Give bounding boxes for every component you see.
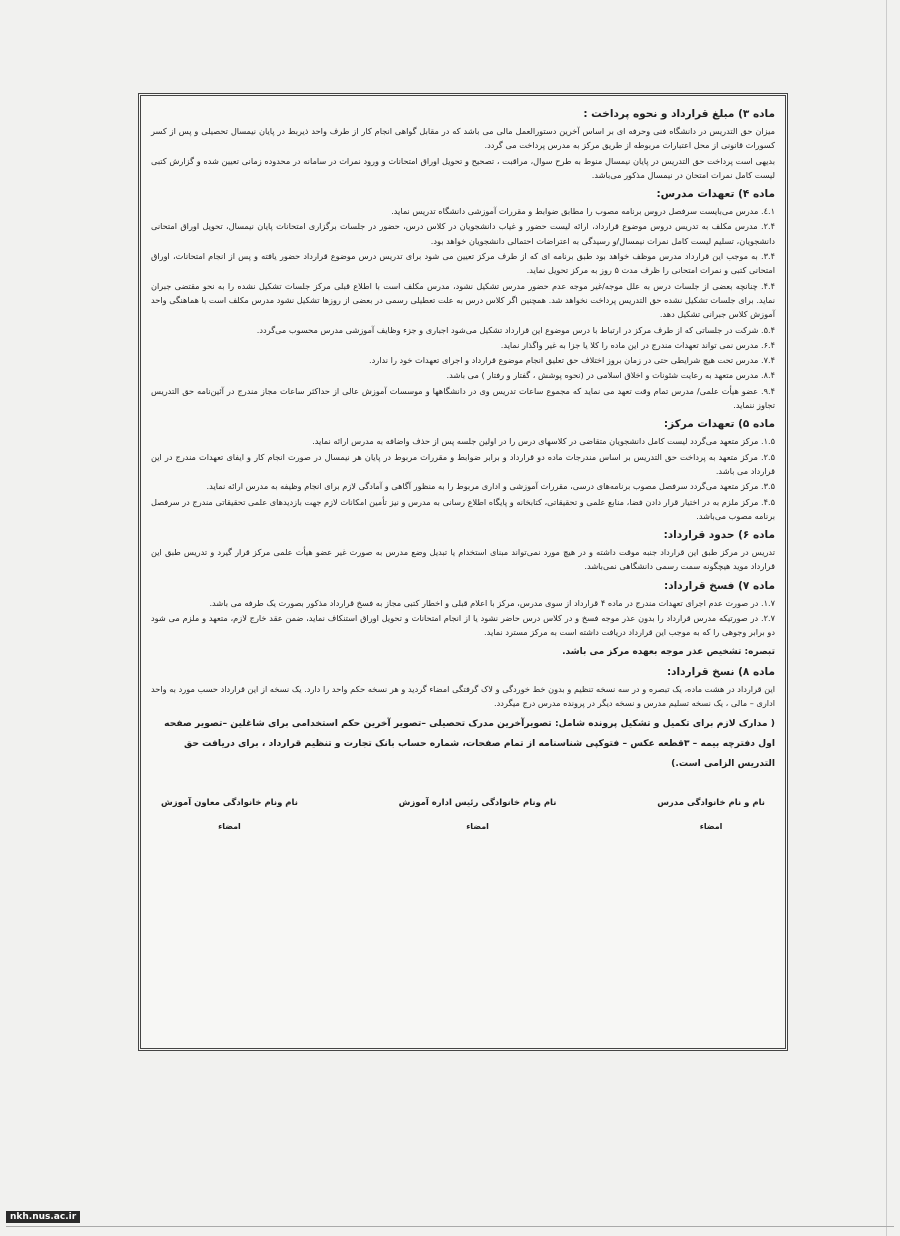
article8-paragraph: این قرارداد در هشت ماده، یک تبصره و در سه نسخه تنظیم و بدون خط خوردگی و لاک گرفتگی امضاء گردید و هر نسخه حکم واحد را دارد. یک نسخه از این قرارداد حسب مورد به واحد اداری – مالی ، یک نسخه تسلیم مدرس و نسخه دیگر در پرونده مدرس درج میگردد. bbox=[151, 683, 775, 708]
article4-item: ۴.۴. چنانچه بعضی از جلسات درس به علل موجه/غیر موجه عدم حضور مدرس تشکیل نشود، مدرس مکلف است با اطلاع قبلی مرکز جلسات تشکیل نشده را به نحو مقتضی جبران نماید. برای جلسات تشکیل نشده حق التدریس پرداخت نخواهد شد. همچنین اگر کلاس درس به علت تعطیلی رسمی در بعضی از روزها تشکیل نشود مدرس مکلف است با هماهنگی واحد آموزش کلاس جبرانی تشکیل دهد. bbox=[151, 280, 775, 320]
article6-heading: ماده ۶) حدود قرارداد: bbox=[663, 529, 775, 542]
signature-teacher bbox=[657, 798, 765, 831]
article4-item: ۲.۴. مدرس مکلف به تدریس دروس موضوع قرارداد، ارائه لیست حضور و غیاب دانشجویان در کلاس درس، حضور در جلسات برگزاری امتحانات پایان نیمسال، تحویل اوراق امتحانی دانشجویان، تسلیم لیست کامل نمرات نیمسال/و رسیدگی به اعتراضات احتمالی دانشجویان خواهد بود. bbox=[151, 221, 775, 246]
article4-heading: ماده ۴) تعهدات مدرس: bbox=[656, 188, 775, 201]
article3-paragraph-2: بدیهی است پرداخت حق التدریس در پایان نیمسال منوط به طرح سوال، مراقبت ، تصحیح و تحویل اوراق امتحانات و ورود نمرات در سامانه در محدوده زمانی تعیین شده و گزارش کتبی لیست کامل نمرات امتحان در نیمسال مذکور می‌باشد. bbox=[151, 155, 775, 180]
scan-edge-line bbox=[886, 0, 887, 1236]
article7-item: ۱.۷. در صورت عدم اجرای تعهدات مندرج در ماده ۴ قرارداد از سوی مدرس، مرکز با اعلام قبلی و اخطار کتبی مجاز به فسخ قرارداد مذکور بصورت یک طرفه می باشد. bbox=[209, 597, 775, 608]
article4-item: ۹.۴. عضو هیأت علمی/ مدرس تمام وقت تعهد می نماید که مجموع ساعات تدریس وی در دانشگاهها و موسسات آموزش عالی از حداکثر ساعات مجاز مندرج در آئین‌نامه حق التدریس تجاوز ننماید. bbox=[151, 385, 775, 411]
article5-item: ۳.۵. مرکز متعهد می‌گردد سرفصل مصوب برنامه‌های درسی، مقررات آموزشی و اداری مربوط را به منظور آگاهی و آمادگی لازم برای انجام وظیفه به مدرس ارائه نماید. bbox=[206, 481, 775, 492]
signature-name: نام و نام خانوادگی مدرس bbox=[657, 798, 765, 809]
signature-label: امضاء bbox=[218, 822, 241, 832]
article7-heading: ماده ۷) فسخ قرارداد: bbox=[664, 579, 775, 592]
signature-name: نام ونام خانوادگی رئیس اداره آموزش bbox=[398, 798, 557, 809]
signature-label: امضاء bbox=[466, 822, 489, 832]
article5-item: ۴.۵. مرکز ملزم به در اختیار قرار دادن فضا، منابع علمی و تحقیقاتی، کتابخانه و پایگاه اطلاع رسانی به مدرس و نیز تأمین امکانات لازم جهت بازدیدهای علمی تحقیقاتی مندرج در سرفصل برنامه مصوب می‌باشد. bbox=[151, 496, 775, 521]
article5-heading: ماده ۵) تعهدات مرکز: bbox=[663, 418, 775, 431]
required-documents: ( مدارک لازم برای تکمیل و تشکیل پرونده شامل: تصویرآخرین مدرک تحصیلی –تصویر آخرین حکم استخدامی برای شاغلین –تصویر صفحه اول دفترچه بیمه – ۳قطعه عکس – فتوکپی شناسنامه از تمام صفحات، شماره حساب بانک تجارت و تنظیم قرارداد ، برای دریافت حق التدریس الزامی است.) bbox=[164, 718, 775, 770]
article8-heading: ماده ۸) نسخ قرارداد: bbox=[666, 665, 775, 678]
article5-item: ۲.۵. مرکز متعهد به پرداخت حق التدریس بر اساس مندرجات ماده دو قرارداد و برابر ضوابط و مقررات مربوط در پایان هر نیمسال در صورت انجام کار و ایفای تعهدات مندرج در این قرارداد می باشد. bbox=[151, 451, 775, 476]
article6-paragraph: تدریس در مرکز طبق این قرارداد جنبه موقت داشته و در هیچ مورد نمی‌تواند مبنای استخدام یا تبدیل وضع مدرس به صورت غیر عضو هیأت علمی مرکز قرار گیرد و تدریس طبق این قرارداد موید هیچگونه سمت رسمی دانشگاهی نمی‌باشد. bbox=[151, 547, 775, 572]
signature-label: امضاء bbox=[699, 822, 723, 832]
contract-page bbox=[138, 93, 788, 1051]
article4-item: ۳.۴. به موجب این قرارداد مدرس موظف خواهد بود طبق برنامه ای که از طرف مرکز تعیین می شود برای تدریس درس موضوع قرارداد حضور یافته و پس از انجام امتحانات، اوراق امتحانی کتبی و نمرات امتحانی را ظرف مدت ۵ روز به مرکز تحویل نماید. bbox=[151, 251, 775, 276]
footer-url: nkh.nus.ac.ir bbox=[6, 1211, 80, 1223]
article3-heading: ماده ۳) مبلغ قرارداد و نحوه پرداخت : bbox=[583, 108, 775, 120]
signature-name: نام ونام خانوادگی معاون آموزش bbox=[161, 798, 298, 809]
scan-bottom-line bbox=[6, 1226, 894, 1227]
article4-item: ۶.۴. مدرس نمی تواند تعهدات مندرج در این ماده را کلا یا جزا به غیر واگذار نماید. bbox=[500, 339, 775, 350]
article4-item: ۱.٤. مدرس می‌بایست سرفصل دروس برنامه مصوب را مطابق ضوابط و مقررات آموزشی دانشگاه تدریس نماید. bbox=[391, 206, 775, 217]
article4-item: ۸.۴. مدرس متعهد به رعایت شئونات و اخلاق اسلامی در (نحوه پوشش ، گفتار و رفتار ) می باشد. bbox=[446, 370, 775, 381]
signature-row bbox=[151, 798, 775, 831]
article4-item: ۵.۴. شرکت در جلساتی که از طرف مرکز در ارتباط با درس موضوع این قرارداد تشکیل می‌شود اجباری و جزء وظایف آموزشی مدرس محسوب می‌گردد. bbox=[256, 324, 775, 335]
signature-deputy bbox=[161, 798, 298, 831]
note-tabsare: تبصره: تشخیص عذر موجه بعهده مرکز می باشد. bbox=[562, 646, 775, 657]
signature-education-head bbox=[399, 798, 557, 831]
article5-item: ۱.۵. مرکز متعهد می‌گردد لیست کامل دانشجویان متقاضی در کلاسهای درس را در اولین جلسه پس از حذف واضافه به مدرس ارائه نماید. bbox=[312, 436, 775, 447]
article7-item: ۲.۷. در صورتیکه مدرس قرارداد را بدون عذر موجه فسخ و در کلاس درس حاضر نشود یا از انجام امتحانات و تحویل اوراق استنکاف نماید، ضمن عقد خارج لازم، متعهد و ملزم می شود دو برابر وجوهی را که به موجب این قرارداد دریافت داشته است به مرکز مسترد نماید. bbox=[151, 613, 775, 638]
article3-paragraph-1: میزان حق التدریس در دانشگاه فنی وحرفه ای بر اساس آخرین دستورالعمل مالی می باشد که در مقابل گواهی انجام کار از طرف واحد ذیربط در پایان نیمسال تحصیلی و پس از کسر کسورات قانونی از محل اعتبارات مربوطه از طریق مرکز به مدرس پرداخت می گردد. bbox=[151, 126, 775, 151]
article4-item: ۷.۴. مدرس تحت هیچ شرایطی حتی در زمان بروز اختلاف حق تعلیق انجام موضوع قرارداد و اجرای تعهدات خود را ندارد. bbox=[369, 355, 775, 366]
